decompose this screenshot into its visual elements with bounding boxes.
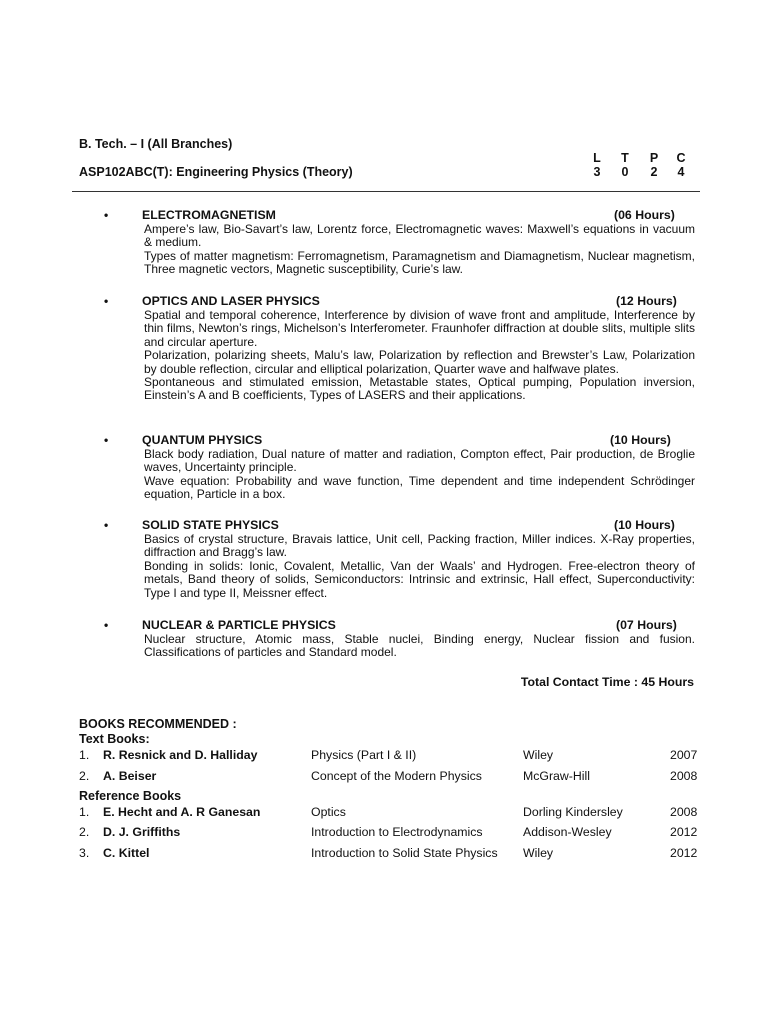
books-recommended-heading: BOOKS RECOMMENDED : [79, 717, 237, 731]
unit-heading [104, 208, 696, 223]
bullet-icon: • [104, 294, 109, 308]
book-publisher: McGraw-Hill [523, 769, 590, 783]
total-contact-time: Total Contact Time : 45 Hours [520, 675, 694, 689]
book-title: Physics (Part I & II) [311, 748, 417, 762]
unit-paragraph: Black body radiation, Dual nature of matter and radiation, Compton effect, Pair production, de Broglie waves, Uncertainty principle. [144, 447, 695, 475]
unit-quantum-physics [104, 433, 696, 502]
book-author: E. Hecht and A. R Ganesan [103, 805, 261, 819]
ltpc-label-l: L [593, 151, 601, 165]
book-publisher: Wiley [523, 748, 554, 762]
unit-solid-state-physics [104, 518, 696, 600]
unit-paragraph: Nuclear structure, Atomic mass, Stable nuclei, Binding energy, Nuclear fission and fusion. Classifications of particles and Standard model. [144, 632, 695, 660]
text-books-label: Text Books: [79, 732, 150, 746]
unit-title: ELECTROMAGNETISM [142, 208, 276, 222]
unit-hours: (12 Hours) [616, 294, 677, 308]
unit-hours: (10 Hours) [610, 433, 671, 447]
bullet-icon: • [104, 433, 109, 447]
unit-heading [104, 294, 696, 309]
book-year: 2008 [670, 769, 698, 783]
book-number: 1. [79, 805, 90, 819]
book-publisher: Addison-Wesley [523, 825, 612, 839]
unit-paragraph: Spatial and temporal coherence, Interference by division of wave front and amplitude, Interference by thin films, Newton’s rings, Michelson’s Interferometer. Fraunhofer diffraction at double slits, multiple slits and circular aperture. [144, 308, 695, 349]
unit-paragraph: Wave equation: Probability and wave function, Time dependent and time independent Schrödinger equation, Particle in a box. [144, 473, 695, 502]
book-title: Introduction to Solid State Physics [311, 846, 498, 860]
unit-title: OPTICS AND LASER PHYSICS [142, 294, 320, 308]
unit-heading [104, 433, 696, 448]
unit-nuclear-and-particle-physics [104, 618, 696, 660]
unit-hours: (10 Hours) [614, 518, 675, 532]
book-publisher: Dorling Kindersley [523, 805, 623, 819]
unit-title: NUCLEAR & PARTICLE PHYSICS [142, 618, 336, 632]
book-title: Optics [311, 805, 346, 819]
unit-paragraph: Spontaneous and stimulated emission, Metastable states, Optical pumping, Population inversion, Einstein’s A and B coefficients, Types of LASERS and their applications. [144, 375, 695, 403]
course-title: ASP102ABC(T): Engineering Physics (Theory) [79, 165, 353, 179]
unit-hours: (07 Hours) [616, 618, 677, 632]
unit-paragraph: Bonding in solids: Ionic, Covalent, Metallic, Van der Waals’ and Hydrogen. Free-electron theory of metals, Band theory of solids, Semiconductors: Intrinsic and extrinsic, Hall effect, Superconductivity: Type I and type II, Meissner effect. [144, 558, 695, 600]
unit-body [144, 633, 695, 660]
book-title: Concept of the Modern Physics [311, 769, 482, 783]
book-title: Introduction to Electrodynamics [311, 825, 483, 839]
book-row [79, 748, 701, 764]
ltpc-value-p: 2 [650, 165, 658, 179]
unit-heading [104, 618, 696, 633]
unit-title: SOLID STATE PHYSICS [142, 518, 279, 532]
book-year: 2008 [670, 805, 698, 819]
ltpc-value-l: 3 [593, 165, 601, 179]
unit-body [144, 533, 695, 600]
header-divider [72, 191, 700, 192]
book-number: 2. [79, 825, 90, 839]
unit-paragraph: Types of matter magnetism: Ferromagnetism, Paramagnetism and Diamagnetism, Nuclear magnetism, Three magnetic vectors, Magnetic susceptibility, Curie’s law. [144, 248, 695, 277]
book-number: 3. [79, 846, 90, 860]
book-author: C. Kittel [103, 846, 150, 860]
book-author: D. J. Griffiths [103, 825, 181, 839]
unit-heading [104, 518, 696, 533]
book-row [79, 846, 701, 862]
book-author: A. Beiser [103, 769, 157, 783]
book-publisher: Wiley [523, 846, 554, 860]
book-year: 2012 [670, 846, 698, 860]
program-title: B. Tech. – I (All Branches) [79, 137, 233, 151]
bullet-icon: • [104, 208, 109, 222]
book-year: 2012 [670, 825, 698, 839]
book-row [79, 825, 701, 841]
book-author: R. Resnick and D. Halliday [103, 748, 258, 762]
book-row [79, 805, 701, 821]
ltpc-value-c: 4 [677, 165, 685, 179]
unit-paragraph: Polarization, polarizing sheets, Malu’s law, Polarization by reflection and Brewster’s Law, Polarization by double reflection, circular and elliptical polarization, Quarter wave and halfwave plates. [144, 348, 695, 376]
ltpc-value-t: 0 [621, 165, 629, 179]
unit-title: QUANTUM PHYSICS [142, 433, 263, 447]
bullet-icon: • [104, 518, 109, 532]
ltpc-label-t: T [621, 151, 629, 165]
unit-body [144, 448, 695, 502]
unit-electromagnetism [104, 208, 696, 277]
ltpc-label-c: C [676, 151, 686, 165]
unit-paragraph: Ampere’s law, Bio-Savart’s law, Lorentz force, Electromagnetic waves: Maxwell’s equations in vacuum & medium. [144, 222, 695, 250]
ltpc-label-p: P [649, 151, 659, 165]
book-year: 2007 [670, 748, 698, 762]
reference-books-label: Reference Books [79, 789, 182, 803]
unit-hours: (06 Hours) [614, 208, 675, 222]
bullet-icon: • [104, 618, 109, 632]
unit-body [144, 309, 695, 403]
unit-paragraph: Basics of crystal structure, Bravais lattice, Unit cell, Packing fraction, Miller indices. X-Ray properties, diffraction and Bragg’s law. [144, 532, 695, 560]
unit-body [144, 223, 695, 277]
book-number: 1. [79, 748, 90, 762]
unit-optics-and-laser-physics [104, 294, 696, 403]
book-number: 2. [79, 769, 90, 783]
book-row [79, 769, 701, 785]
